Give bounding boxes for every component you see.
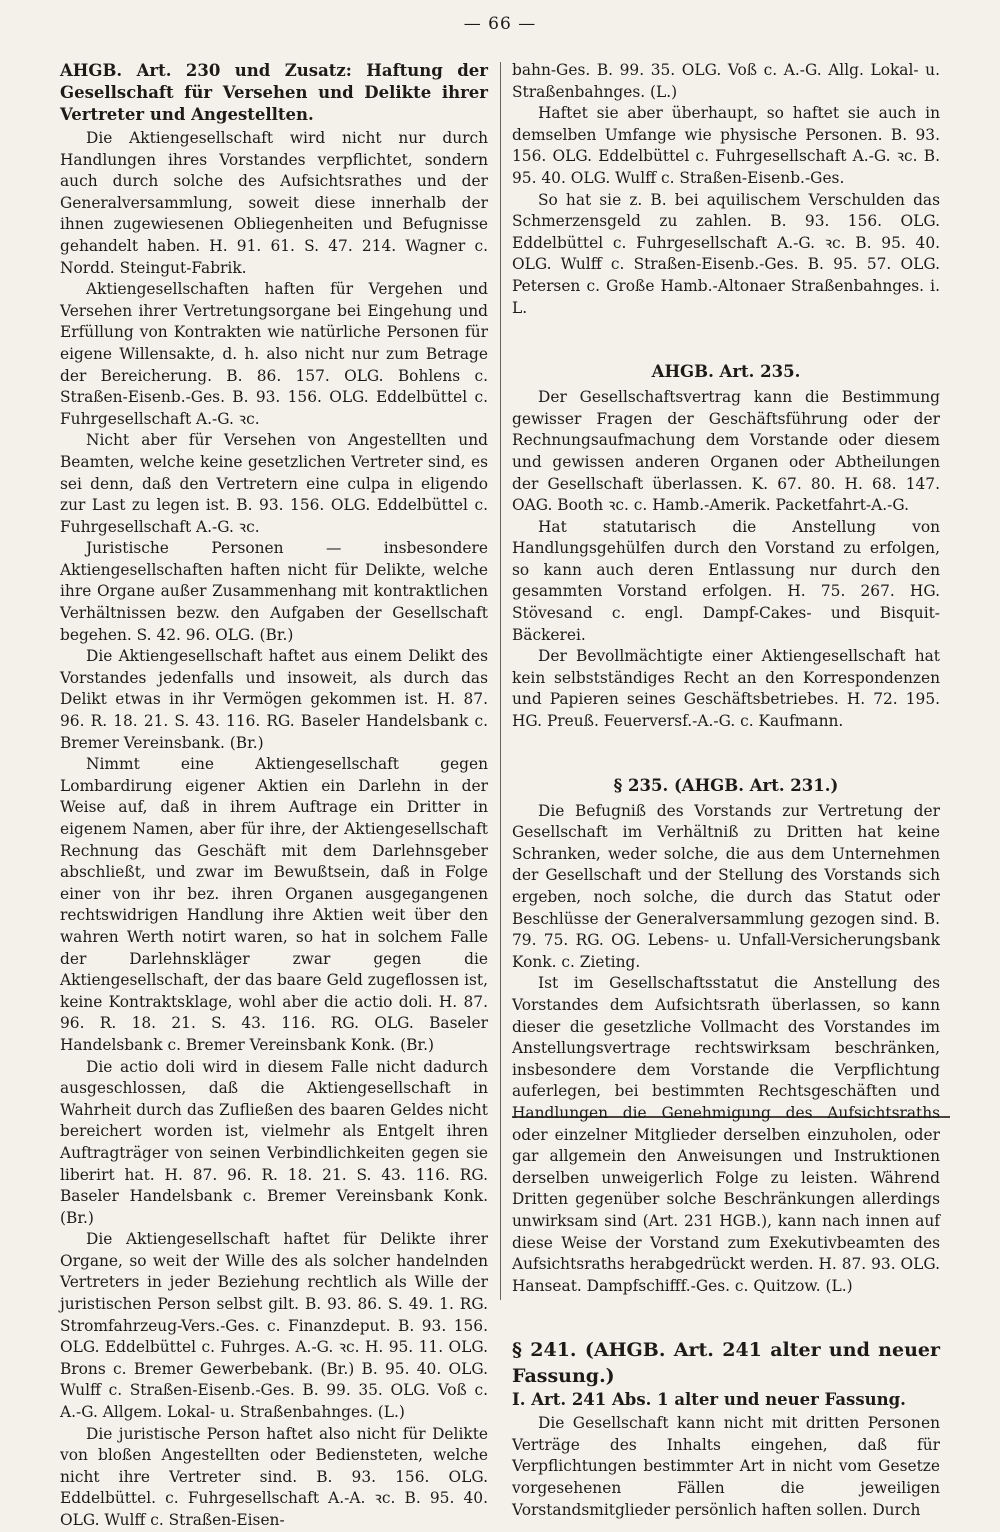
section-heading-paragraph-241: § 241. (AHGB. Art. 241 alter und neuer Fassung.) — [512, 1339, 940, 1388]
left-column — [60, 60, 488, 1532]
paragraph: Die actio doli wird in diesem Falle nicht dadurch ausgeschlossen, daß die Aktiengesellschaft in Wahrheit durch das Zufließen des baaren Geldes nicht bereichert worden ist, vielmehr als Entgelt ihren Auftragträger von seinen Verbindlichkeiten gegen sie liberirt hat. H. 87. 96. R. 18. 21. S. 43. 116. RG. Baseler Handelsbank c. Bremer Vereinsbank Konk. (Br.) — [60, 1057, 488, 1227]
column-divider — [500, 62, 501, 1300]
paragraph: Die Aktiengesellschaft haftet für Delikte ihrer Organe, so weit der Wille des als solcher handelnden Vertreters in jeder Beziehung rechtlich als Wille der juristischen Person selbst gilt. B. 93. 86. S. 49. 1. RG. Stromfahrzeug-Vers.-Ges. c. Finanzdeput. B. 93. 156. OLG. Eddelbüttel c. Fuhrges. A.-G. ꝛc. H. 95. 11. OLG. Brons c. Bremer Gewerbebank. (Br.) B. 95. 40. OLG. Wulff c. Straßen-Eisenb.-Ges. B. 99. 35. OLG. Voß c. A.-G. Allgem. Lokal- u. Straßenbahnges. (L.) — [60, 1230, 488, 1422]
paragraph: Die Gesellschaft kann nicht mit dritten Personen Verträge des Inhalts eingehen, daß für Verpflichtungen bestimmter Art in nicht vom Gesetze vorgesehenen Fällen die jeweiligen Vorstandsmitglieder persönlich haften sollen. Durch — [512, 1414, 940, 1519]
section-heading-art-235: AHGB. Art. 235. — [651, 362, 801, 382]
paragraph: Haftet sie aber überhaupt, so haftet sie auch in demselben Umfange wie physische Personen. B. 93. 156. OLG. Eddelbüttel c. Fuhrgesellschaft A.-G. ꝛc. B. 95. 40. OLG. Wulff c. Straßen-Eisenb.-Ges. — [512, 104, 940, 187]
paragraph: Die juristische Person haftet also nicht für Delikte von bloßen Angestellten oder Bediensteten, welche nicht ihre Vertreter sind. B. 93. 156. OLG. Eddelbüttel. c. Fuhrgesellschaft A.-A. ꝛc. B. 95. 40. OLG. Wulff c. Straßen-Eisen- — [60, 1424, 488, 1529]
section-heading-paragraph-235: § 235. (AHGB. Art. 231.) — [613, 775, 839, 795]
paragraph: Die Aktiengesellschaft wird nicht nur durch Handlungen ihres Vorstandes verpflichtet, sondern auch durch solche des Aufsichtsrathes und der Generalversammlung, soweit diese innerhalb der ihnen zugewiesenen Obliegenheiten und Befugnisse gehandelt haben. H. 91. 61. S. 47. 214. Wagner c. Nordd. Steingut-Fabrik. — [60, 129, 488, 277]
paragraph: So hat sie z. B. bei aquilischem Verschulden das Schmerzensgeld zu zahlen. B. 93. 156. OLG. Eddelbüttel c. Fuhrgesellschaft A.-G. ꝛc. B. 95. 40. OLG. Wulff c. Straßen-Eisenb.-Ges. B. 95. 57. OLG. Petersen c. Große Hamb.-Altonaer Straßenbahnges. i. L. — [512, 190, 940, 317]
paragraph: Ist im Gesellschaftsstatut die Anstellung des Vorstandes dem Aufsichtsrath überlassen, so kann dieser die gesetzliche Vollmacht des Vorstandes im Anstellungsvertrage rechtswirksam beschränken, insbesondere dem Vorstande die Verpflichtung auferlegen, bei bestimmten Rechtsgeschäften und Handlungen die Genehmigung des Aufsichtsraths oder einzelner Mitglieder derselben einzuholen, oder gar allgemein den Anweisungen und Instruktionen derselben unweigerlich Folge zu leisten. Während Dritten gegenüber solche Beschränkungen allerdings unwirksam sind (Art. 231 HGB.), kann nach innen auf diese Weise der Vorstand zum Exekutivbeamten des Aufsichtsraths herabgedrückt werden. H. 87. 93. OLG. Hanseat. Dampfschifff.-Ges. c. Quitzow. (L.) — [512, 974, 940, 1295]
paragraph: Hat statutarisch die Anstellung von Handlungsgehülfen durch den Vorstand zu erfolgen, so kann auch deren Entlassung nur durch den gesammten Vorstand erfolgen. H. 75. 267. HG. Stövesand c. engl. Dampf-Cakes- und Bisquit-Bäckerei. — [512, 517, 940, 644]
paragraph: Der Gesellschaftsvertrag kann die Bestimmung gewisser Fragen der Geschäftsführung oder der Rechnungsaufmachung dem Vorstande oder diesem und gewissen anderen Organen oder Abtheilungen der Gesellschaft überlassen. K. 67. 80. H. 68. 147. OAG. Booth ꝛc. c. Hamb.-Amerik. Packetfahrt-A.-G. — [512, 388, 940, 515]
section-heading-art-230: AHGB. Art. 230 und Zusatz: Haftung der Gesellschaft für Versehen und Delikte ihrer Vertreter und Angestellten. — [60, 61, 488, 124]
spacer — [512, 733, 940, 769]
paragraph: Nicht aber für Versehen von Angestellten und Beamten, welche keine gesetzlichen Vertreter sind, es sei denn, daß den Vertretern eine culpa in eligendo zur Last zu legen ist. B. 93. 156. OLG. Eddelbüttel c. Fuhrgesellschaft A.-G. ꝛc. — [60, 431, 488, 536]
page-number: — 66 — — [463, 14, 537, 34]
subsection-heading-art-241: I. Art. 241 Abs. 1 alter und neuer Fassung. — [512, 1390, 906, 1410]
paragraph: Aktiengesellschaften haften für Vergehen und Versehen ihrer Vertretungsorgane bei Eingehung und Erfüllung von Kontrakten wie natürliche Personen für eigene Willensakte, d. h. also nicht nur zum Betrage der Bereicherung. B. 86. 157. OLG. Bohlens c. Straßen-Eisenb.-Ges. B. 93. 156. OLG. Eddelbüttel c. Fuhrgesellschaft A.-G. ꝛc. — [60, 280, 488, 428]
right-column — [512, 60, 940, 1521]
spacer — [512, 319, 940, 355]
paragraph-continuation: bahn-Ges. B. 99. 35. OLG. Voß c. A.-G. Allg. Lokal- u. Straßenbahnges. (L.) — [512, 61, 940, 101]
paragraph: Juristische Personen — insbesondere Aktiengesellschaften haften nicht für Delikte, welche ihre Organe außer Zusammenhang mit kontraktlichen Verhältnissen bezw. den Aufgaben der Gesellschaft begehen. S. 42. 96. OLG. (Br.) — [60, 539, 488, 644]
paragraph: Der Bevollmächtigte einer Aktiengesellschaft hat kein selbstständiges Recht an den Korrespondenzen und Papieren seines Geschäftsbetriebes. H. 72. 195. HG. Preuß. Feuerversf.-A.-G. c. Kaufmann. — [512, 647, 940, 731]
paragraph: Die Aktiengesellschaft haftet aus einem Delikt des Vorstandes jedenfalls und insoweit, als durch das Delikt etwas in ihr Vermögen gekommen ist. H. 87. 96. R. 18. 21. S. 43. 116. RG. Baseler Handelsbank c. Bremer Vereinsbank. (Br.) — [60, 647, 488, 752]
paragraph: Die Befugniß des Vorstands zur Vertretung der Gesellschaft im Verhältniß zu Dritten hat keine Schranken, weder solche, die aus dem Unternehmen der Gesellschaft und der Stellung des Vorstands sich ergeben, noch solche, die durch das Statut oder Beschlüsse der Generalversammlung gezogen sind. B. 79. 75. RG. OG. Lebens- u. Unfall-Versicherungsbank Konk. c. Zieting. — [512, 801, 940, 971]
paragraph: Nimmt eine Aktiengesellschaft gegen Lombardirung eigener Aktien ein Darlehn in der Weise auf, daß in ihrem Auftrage ein Dritter in eigenem Namen, aber für ihre, der Aktiengesellschaft Rechnung das Geschäft mit dem Darlehnsgeber abschließt, und zwar im Bewußtsein, daß in Folge einer von ihr bez. ihren Organen ausgegangenen rechtswidrigen Handlung ihre Aktien weit über den wahren Werth notirt waren, so hat in solchem Falle der Darlehnskläger zwar gegen die Aktiengesellschaft, der das baare Geld zugeflossen ist, keine Kontraktsklage, wohl aber die actio doli. H. 87. 96. R. 18. 21. S. 43. 116. RG. OLG. Baseler Handelsbank c. Bremer Vereinsbank Konk. (Br.) — [60, 755, 488, 1054]
spacer — [512, 1297, 940, 1337]
